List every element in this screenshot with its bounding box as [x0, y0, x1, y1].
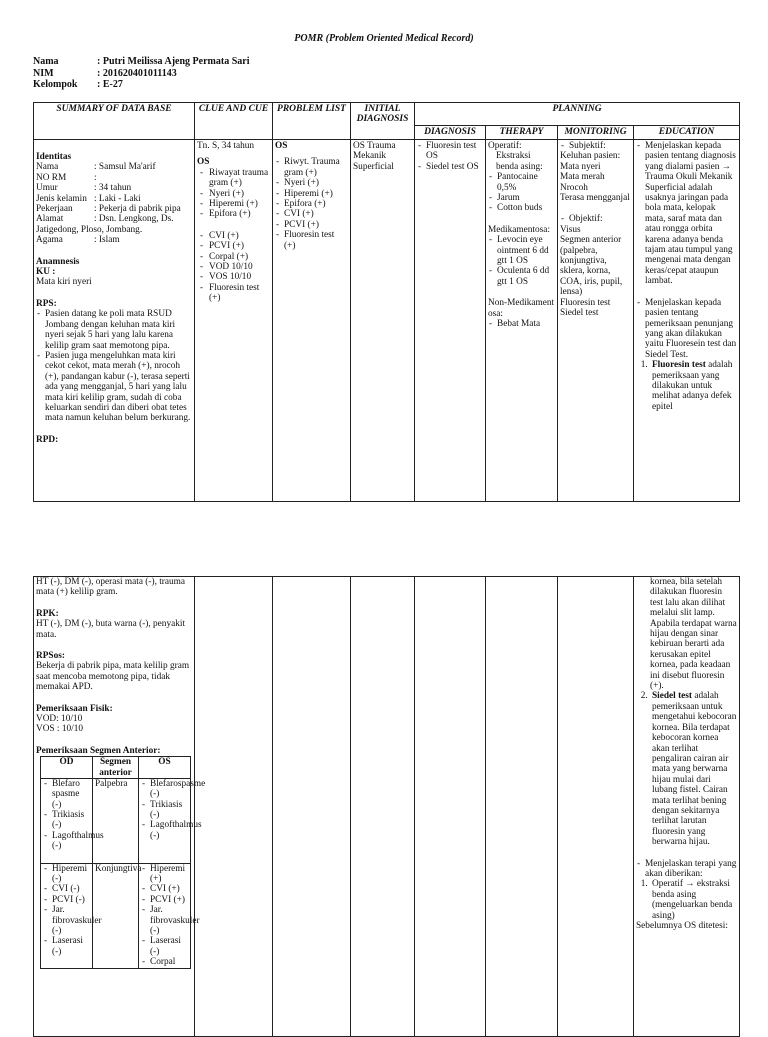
monitoring-objektif-title: - Objektif:	[560, 214, 631, 224]
problem-item: - CVI (+)	[275, 209, 348, 219]
identitas-key: NO RM	[36, 172, 67, 183]
seg-os-item: - Corpal	[141, 957, 188, 967]
problem-item: - Nyeri (+)	[275, 178, 348, 188]
problem-cell	[273, 140, 351, 502]
rps-item: - Pasien datang ke poli mata RSUD Jombang dengan keluhan mata kiri nyeri sejak 5 hari yang lalu karena kelilip gram saat memotong pipa.	[36, 309, 192, 351]
student-name-label: Nama	[33, 56, 59, 67]
identitas-row	[36, 204, 192, 214]
fluoresin-test-text: adalah pemeriksaan yang dilakukan untuk melihat adanya defek epitel	[652, 360, 733, 412]
rpk-text: HT (-), DM (-), buta warna (-), penyakit mata.	[36, 619, 186, 640]
therapy-item: - Levocin eye ointment 6 dd gtt 1 OS	[488, 235, 555, 266]
identitas-row	[36, 183, 192, 193]
rpsos-title: RPSos:	[36, 651, 65, 662]
rpk-title: RPK:	[36, 608, 59, 619]
clue-item: - VOD 10/10	[197, 262, 270, 272]
monitoring-line: Visus	[560, 224, 581, 235]
seg-od-item: - Lagofthalmus (-)	[43, 831, 90, 852]
education-last-line: Sebelumnya OS ditetesi:	[636, 921, 728, 931]
monitoring-line: Mata merah	[560, 172, 605, 183]
therapy-item: - Pantocaine 0,5%	[488, 172, 555, 193]
identitas-value: :	[94, 172, 97, 183]
identitas-row	[36, 214, 192, 224]
seg-os-cell	[139, 863, 200, 968]
header-diagnosis: DIAGNOSIS	[415, 126, 486, 140]
seg-os-item: - Blefarospasme (-)	[141, 779, 188, 800]
summary-cell	[34, 140, 195, 502]
fluoresin-test-text-continued: kornea, bila setelah dilakukan fluoresin test lalu akan dilihat melalui slit lamp. Apabila terdapat warna hijau dengan sinar kebiruan berarti ada kerusakan epitel kornea, pada keadaan ini disebut fluoresin (+).	[650, 577, 737, 692]
diagnosis-cell-continued	[415, 577, 486, 1037]
student-nim-value: : 201620401011143	[97, 67, 177, 79]
identitas-value: : Laki - Laki	[94, 193, 141, 204]
identitas-key: Jenis kelamin	[36, 193, 87, 204]
monitoring-cell-continued	[558, 577, 634, 1037]
seg-od-item: - Laserasi (-)	[43, 936, 90, 957]
education-cell	[634, 140, 740, 502]
therapy-operatif-title: Operatif:	[488, 141, 522, 151]
monitoring-line: Fluoresin test	[560, 297, 611, 308]
therapy-cell-continued	[486, 577, 558, 1037]
seg-od-item: - CVI (-)	[43, 884, 90, 894]
monitoring-line: Mata nyeri	[560, 161, 601, 172]
siedel-test-title: Siedel test	[652, 691, 693, 702]
pomr-table-page-2	[33, 576, 740, 1037]
monitoring-line: Siedel test	[560, 308, 599, 319]
problem-item: - PCVI (+)	[275, 220, 348, 230]
identitas-value: : 34 tahun	[94, 183, 132, 194]
pomr-table-page-1	[33, 102, 740, 502]
vos-value: VOS : 10/10	[36, 724, 84, 735]
clue-patient: Tn. S, 34 tahun	[197, 141, 255, 151]
monitoring-subjektif-title: - Subjektif:	[560, 141, 631, 151]
student-info	[33, 56, 249, 91]
therapy-item: - Bebat Mata	[488, 319, 555, 329]
seg-os-item: - PCVI (+)	[141, 895, 188, 905]
seg-os-item: - Trikiasis (-)	[141, 800, 188, 821]
seg-head-os: OS	[139, 757, 191, 778]
header-monitoring: MONITORING	[558, 126, 634, 140]
problem-item: - Fluoresin test (+)	[275, 230, 348, 251]
seg-os-item: - Lagofthalmus (-)	[141, 820, 188, 841]
anamnesis-title: Anamnesis	[36, 256, 80, 267]
clue-item: - Epifora (+)	[197, 209, 270, 219]
seg-od-item: - PCVI (-)	[43, 895, 90, 905]
rpd-title: RPD:	[36, 434, 59, 445]
ku-text: Mata kiri nyeri	[36, 277, 92, 288]
identitas-key: Agama	[36, 235, 63, 246]
header-therapy: THERAPY	[486, 126, 558, 140]
seg-os-item: - Hiperemi (+)	[141, 864, 188, 885]
identitas-key: Alamat	[36, 214, 64, 225]
seg-os-item: - Jar. fibrovaskuler (-)	[141, 905, 188, 936]
clue-item: - Hiperemi (+)	[197, 199, 270, 209]
clue-item: - Riwayat trauma gram (+)	[197, 168, 270, 189]
siedel-test-text: adalah pemeriksaan untuk mengetahui kebocoran kornea. Bila terdapat kebocoran kornea akan terlihat pengaliran cairan air mata yang berwarna hijau mulai dari lubang fistel. Cairan mata terlihat bening dengan sekitarnya terlihat larutan fluoresin yang berwarna hijau.	[652, 691, 737, 848]
seg-os-item: - Laserasi (-)	[141, 936, 188, 957]
clue-cell	[195, 140, 273, 502]
seg-od-cell	[41, 778, 104, 863]
seg-head-od: OD	[41, 757, 93, 778]
initial-diagnosis-cell-continued	[351, 577, 415, 1037]
pemeriksaan-fisik-title: Pemeriksaan Fisik:	[36, 703, 113, 714]
education-paragraph: - Menjelaskan terapi yang akan diberikan:	[636, 859, 737, 880]
education-paragraph: - Menjelaskan kepada pasien tentang pemeriksaan penunjang yang akan dilakukan yaitu Fluoresein test dan Siedel Test.	[636, 298, 737, 360]
rps-item: - Pasien juga mengeluhkan mata kiri cekot cekot, mata merah (+), nrocoh (+), pandangan kabur (-), terasa seperti ada yang mengganjal, 5 hari yang lalu mata kiri kelilip gram, sudah di coba keluarkan sendiri dan diberi obat tetes mata namun keluhan belum berkurang.	[36, 351, 192, 424]
identitas-value: : Islam	[94, 235, 120, 246]
header-initial-diagnosis: INITIAL DIAGNOSIS	[351, 103, 415, 140]
student-group-row	[33, 79, 249, 91]
identitas-value: : Samsul Ma'arif	[94, 162, 156, 173]
identitas-row	[36, 173, 192, 183]
seg-os-item: - CVI (+)	[141, 884, 188, 894]
identitas-key: Umur	[36, 183, 58, 194]
identitas-key: Nama	[36, 162, 59, 173]
identitas-row	[36, 235, 192, 245]
segmen-anterior-title: Pemeriksaan Segmen Anterior:	[36, 745, 161, 756]
seg-head-segmen: Segmen anterior	[93, 757, 139, 778]
therapy-cell	[486, 140, 558, 502]
fluoresin-test-title: Fluoresin test	[652, 360, 706, 371]
education-paragraph: - Menjelaskan kepada pasien tentang diagnosis yang dialami pasien → Trauma Okuli Mekanik Superficial adalah usaknya jaringan pada bola mata, kelopak mata, saraf mata dan atau rongga orbita karena adanya benda tajam atau tumpul yang mengenai mata dengan keras/cepat ataupun lambat.	[636, 141, 737, 287]
clue-item: - Fluoresin test (+)	[197, 283, 270, 304]
student-nim-label: NIM	[33, 67, 54, 79]
therapy-item: - Cotton buds	[488, 203, 555, 213]
diagnosis-item: - Fluoresin test OS	[417, 141, 483, 162]
student-group-label: Kelompok	[33, 79, 78, 90]
problem-os-title: OS	[275, 141, 288, 151]
seg-od-item: - Hiperemi (-)	[43, 864, 90, 885]
monitoring-line: Segmen anterior (palpebra, konjungtiva, sklera, korna, COA, iris, pupil, lensa)	[560, 235, 623, 298]
education-cell-continued	[634, 577, 740, 1037]
diagnosis-item: - Siedel test OS	[417, 162, 483, 172]
seg-od-cell	[41, 863, 102, 968]
monitoring-cell	[558, 140, 634, 502]
therapy-item: - Jarum	[488, 193, 555, 203]
rpsos-text: Bekerja di pabrik pipa, mata kelilip gram saat mencoba memotong pipa, tidak memakai APD.	[36, 661, 190, 693]
student-name-value: : Putri Meilissa Ajeng Permata Sari	[97, 56, 250, 67]
therapy-item: - Oculenta 6 dd gtt 1 OS	[488, 266, 555, 287]
monitoring-line: Nrocoh	[560, 182, 588, 193]
segmen-anterior-table	[40, 756, 206, 968]
problem-item: - Epifora (+)	[275, 199, 348, 209]
seg-od-item: - Jar. fibrovaskuler (-)	[43, 905, 90, 936]
clue-os-title: OS	[197, 157, 210, 168]
student-nim-row	[33, 68, 249, 80]
student-group-value: : E-27	[97, 79, 123, 90]
vod-value: VOD: 10/10	[36, 714, 83, 725]
identitas-value: : Pekerja di pabrik pipa	[94, 204, 181, 215]
header-summary: SUMMARY OF DATA BASE	[34, 103, 195, 140]
seg-od-item: - Blefaro spasme (-)	[43, 779, 90, 810]
seg-name-cell: Konjungtiva	[93, 863, 139, 968]
header-clue-cue: CLUE AND CUE	[195, 103, 273, 140]
therapy-operatif-sub: Ekstraksi benda asing:	[496, 151, 543, 172]
identitas-row	[36, 194, 192, 204]
rpd-text: HT (-), DM (-), operasi mata (-), trauma mata (+) kelilip gram.	[36, 577, 186, 598]
clue-item: - CVI (+)	[197, 231, 270, 241]
initial-diagnosis-cell	[351, 140, 415, 502]
seg-od-item: - Trikiasis (-)	[43, 810, 90, 831]
monitoring-line: Keluhan pasien:	[560, 151, 621, 162]
identitas-title: Identitas	[36, 152, 72, 162]
header-planning: PLANNING	[415, 103, 740, 126]
therapy-medik-title: Medikamentosa:	[488, 224, 550, 235]
diagnosis-cell	[415, 140, 486, 502]
problem-item: - Hiperemi (+)	[275, 189, 348, 199]
seg-name-cell: Palpebra	[93, 778, 139, 863]
alamat-continuation: Jatigedong, Ploso, Jombang.	[36, 224, 143, 235]
identitas-row	[36, 162, 192, 172]
student-name-row	[33, 56, 249, 68]
clue-cell-continued	[195, 577, 273, 1037]
education-operatif: 1. Operatif → ekstraksi benda asing (mengeluarkan benda asing)	[650, 879, 737, 921]
seg-os-cell	[139, 778, 206, 863]
rps-title: RPS:	[36, 298, 57, 309]
header-problem-list: PROBLEM LIST	[273, 103, 351, 140]
problem-item: - Riwyt. Trauma gram (+)	[275, 157, 348, 178]
summary-cell-continued	[34, 577, 206, 1037]
identitas-value: : Dsn. Lengkong, Ds.	[94, 214, 174, 225]
identitas-key: Pekerjaan	[36, 204, 73, 215]
clue-item: - PCVI (+)	[197, 241, 270, 251]
header-education: EDUCATION	[634, 126, 740, 140]
clue-item: - Nyeri (+)	[197, 189, 270, 199]
therapy-nonmedik-title: Non-Medikamentosa:	[488, 298, 555, 319]
problem-cell-continued	[273, 577, 351, 1037]
ku-title: KU :	[36, 267, 56, 278]
initial-diagnosis-text: OS Trauma Mekanik Superficial	[353, 141, 396, 172]
monitoring-line: Terasa mengganjal	[560, 193, 630, 204]
document-title: POMR (Problem Oriented Medical Record)	[294, 33, 474, 44]
clue-item: - Corpal (+)	[197, 252, 270, 262]
clue-item: - VOS 10/10	[197, 272, 270, 282]
